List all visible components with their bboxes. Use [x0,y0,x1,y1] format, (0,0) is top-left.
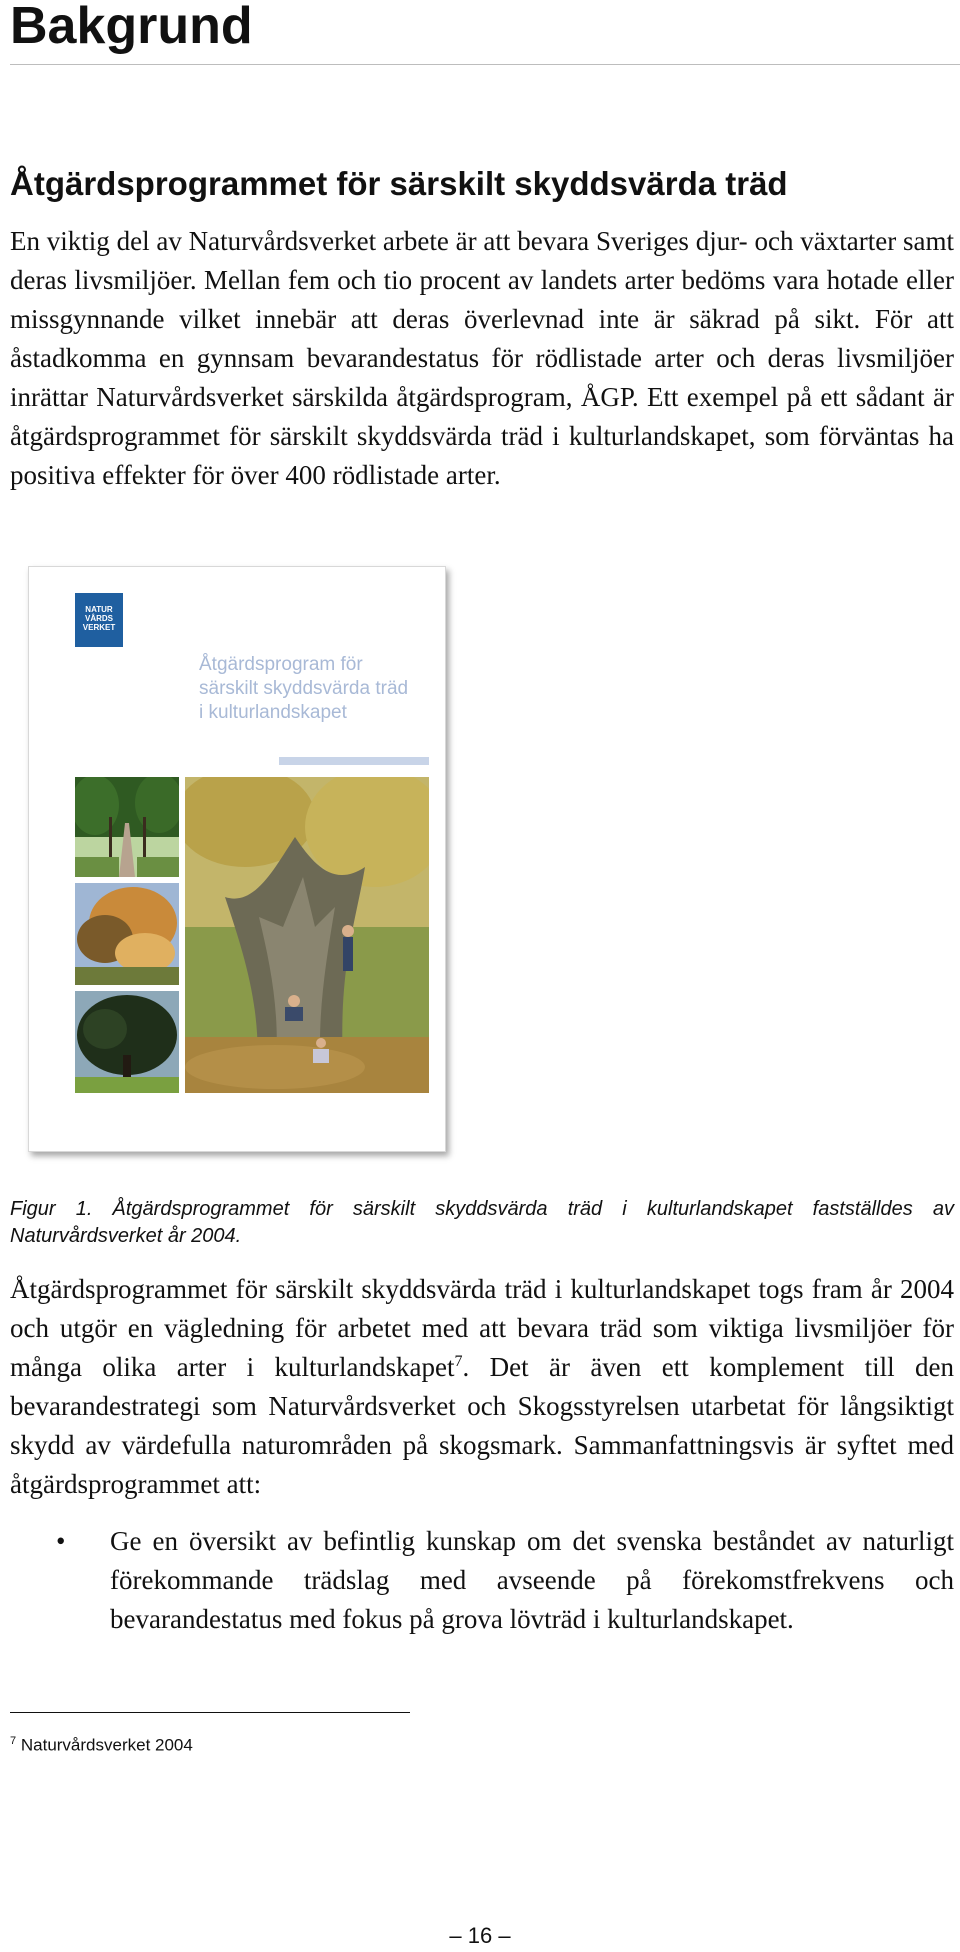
purpose-text-part: Åtgärdsprogrammet för särskilt skyddsvärda träd i kulturlandskapet togs fram år 2004 och utgör en vägledning för arbetet med att bevara träd som viktiga livsmiljöer för många olika arter i kulturlandskapet [10,1274,954,1382]
logo-text-line: VÅRDS [84,614,113,623]
avenue-photo [75,777,179,877]
purpose-paragraph [10,1270,954,1504]
footnote-number: 7 [10,1735,17,1747]
purpose-text-part: . Det är även ett komplement till den bevarandestrategi som Naturvårdsverket och Skogsstyrelsen utarbetat för långsiktigt skydd av värdefulla naturområden på skogsmark. Sammanfattningsvis är syftet med åtgärdsprogrammet att: [10,1352,954,1499]
figure-caption: Figur 1. Åtgärdsprogrammet för särskilt skyddsvärda träd i kulturlandskapet fastställdes av Naturvårdsverket år 2004. [10,1198,954,1247]
bullet-text: Ge en översikt av befintlig kunskap om det svenska beståndet av naturligt förekommande trädslag med avseende på förekomstfrekvens och bevarandestatus med fokus på grova lövträd i kulturlandskapet. [110,1526,954,1634]
cover-title-line: Åtgärdsprogram för [199,654,363,675]
list-item [0,1522,954,1639]
purpose-bullet-list [0,1522,960,1639]
autumn-tree-photo [75,883,179,985]
logo-text-line: NATUR [85,605,113,614]
footnote-text: Naturvårdsverket 2004 [20,1735,193,1755]
cover-title-line: särskilt skyddsvärda träd [199,678,409,699]
naturvardsverket-logo [75,593,123,647]
footnote-divider [10,1712,410,1713]
oak-meadow-photo [75,991,179,1093]
footnote [10,1730,193,1757]
page-number: – 16 – [449,1923,511,1948]
bullet-marker: • [56,1526,66,1556]
chapter-title: Bakgrund [10,0,253,55]
report-cover-image [28,566,446,1152]
cover-title-line: i kulturlandskapet [199,702,347,723]
intro-paragraph: En viktig del av Naturvårdsverket arbete är att bevara Sveriges djur- och växtarter samt deras livsmiljöer. Mellan fem och tio procent av landets arter bedöms vara hotade eller missgynnande vilket innebär att deras överlevnad inte är säkrad på sikt. För att åstadkomma en gynnsam bevarandestatus för rödlistade arter och deras livsmiljöer inrättar Naturvårdsverket särskilda åtgärdsprogram, ÅGP. Ett exempel på ett sådant är åtgärdsprogrammet för särskilt skyddsvärda träd i kulturlandskapet, som förväntas ha positiva effekter för över 400 rödlistade arter. [10,226,954,490]
logo-text-line: VERKET [82,623,116,632]
large-tree-photo [185,777,429,1093]
cover-title [199,653,439,725]
cover-band [279,757,429,765]
chapter-divider [10,64,960,65]
footnote-reference[interactable]: 7 [454,1353,463,1370]
section-title: Åtgärdsprogrammet för särskilt skyddsvärda träd [10,165,788,202]
